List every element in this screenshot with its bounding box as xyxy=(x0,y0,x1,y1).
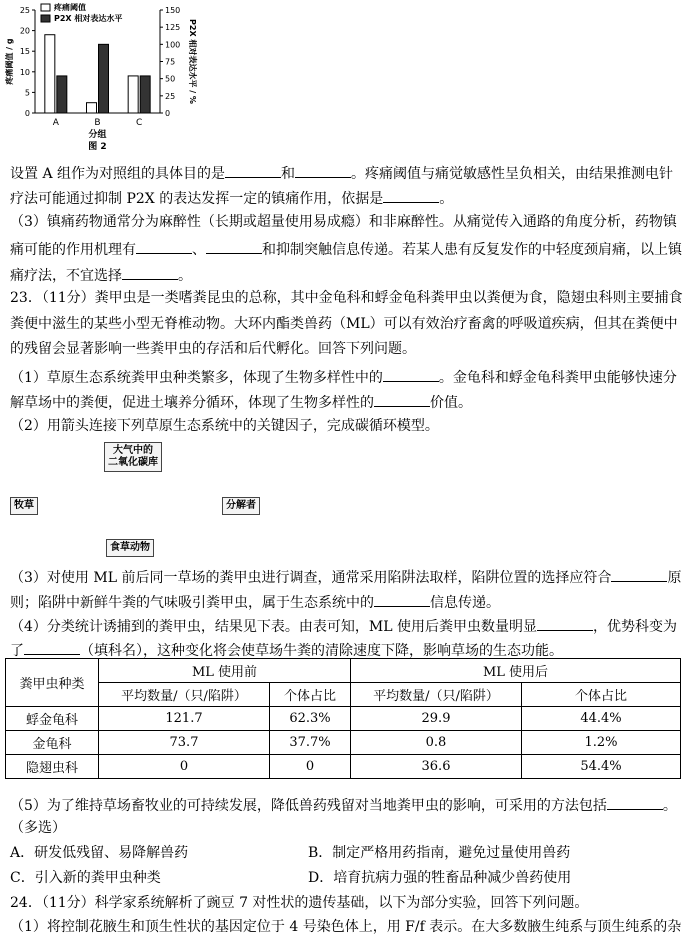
cell-after-pct: 1.2% xyxy=(522,731,681,755)
beetle-table xyxy=(5,658,681,779)
answer-blank[interactable] xyxy=(537,616,593,631)
question-line xyxy=(10,795,677,814)
cell-before-avg: 73.7 xyxy=(99,731,270,755)
bar-pain-threshold xyxy=(45,35,55,113)
line-text: 痛疗法，不宜选择 xyxy=(10,268,122,284)
option-a[interactable]: A．研发低残留、易降解兽药 xyxy=(10,845,189,861)
line-text: 价值。 xyxy=(430,395,472,411)
cell-before-pct: 62.3% xyxy=(270,707,351,731)
answer-blank[interactable] xyxy=(24,640,80,655)
line-text: 。疼痛阈值与痛觉敏感性呈负相关，由结果推测电针 xyxy=(351,166,674,182)
bar-pain-threshold xyxy=(87,103,97,113)
answer-blank[interactable] xyxy=(136,239,192,254)
answer-blank[interactable] xyxy=(225,163,281,178)
y-tick-label-right: 100 xyxy=(165,40,181,50)
line-text: （填科名），这种变化将会使草场牛粪的清除速度下降，影响草场的生态功能。 xyxy=(80,643,563,659)
answer-blank[interactable] xyxy=(383,188,439,203)
question-line xyxy=(10,616,677,635)
question-line xyxy=(10,640,563,659)
y-tick-label-right: 50 xyxy=(165,74,176,84)
line-text: 设置 A 组作为对照组的具体目的是 xyxy=(10,166,226,182)
header-after: ML 使用后 xyxy=(351,659,681,683)
box-grass[interactable]: 牧草 xyxy=(10,497,38,515)
line-text: 和抑制突触信息传递。若某人患有反复发作的中轻度颈肩痛，以上镇 xyxy=(262,242,682,258)
x-tick-label: C xyxy=(136,118,143,128)
line-text: 解草场中的粪便，促进土壤养分循环，体现了生物多样性的 xyxy=(10,395,374,411)
cell-after-pct: 54.4% xyxy=(522,755,681,779)
table-row xyxy=(6,755,681,779)
y-tick-label-right: 25 xyxy=(165,91,176,101)
y-tick-label-right: 150 xyxy=(165,6,181,15)
y-tick-label-left: 15 xyxy=(19,47,30,57)
answer-blank[interactable] xyxy=(374,392,430,407)
question-line xyxy=(10,567,681,586)
bar-chart-figure-2 xyxy=(0,0,200,152)
option-d[interactable]: D．培育抗病力强的牲畜品种减少兽药使用 xyxy=(308,870,572,886)
header-avg-before: 平均数量/（只/陷阱） xyxy=(99,683,270,707)
bar-pain-threshold xyxy=(128,76,138,113)
line-text: 痛可能的作用机理有 xyxy=(10,242,136,258)
line-text: （4）分类统计诱捕到的粪甲虫，结果见下表。由表可知，ML 使用后粪甲虫数量明显 xyxy=(10,619,537,635)
question-line: 23．（11分）粪甲虫是一类嗜粪昆虫的总称，其中金龟科和蜉金龟科粪甲虫以粪便为食，隐翅虫科则主要捕食 xyxy=(10,290,683,306)
y-tick-label-right: 75 xyxy=(165,57,176,67)
option-c[interactable]: C．引入新的粪甲虫种类 xyxy=(10,870,161,886)
question-line xyxy=(10,188,453,207)
y-tick-label-left: 25 xyxy=(19,6,30,15)
question-line: 的残留会显著影响一些粪甲虫的存活和后代孵化。回答下列问题。 xyxy=(10,341,416,357)
cell-species: 金龟科 xyxy=(6,731,99,755)
answer-blank[interactable] xyxy=(611,567,667,582)
y-tick-label-left: 5 xyxy=(24,88,30,98)
line-text: 则；陷阱中新鲜牛粪的气味吸引粪甲虫，属于生态系统中的 xyxy=(10,595,374,611)
line-text: （5）为了维持草场畜牧业的可持续发展，降低兽药残留对当地粪甲虫的影响，可采用的方法包括 xyxy=(10,798,607,814)
line-text: 。 xyxy=(178,268,192,284)
y-tick-label-left: 10 xyxy=(19,67,30,77)
x-tick-label: B xyxy=(94,118,101,128)
header-species: 粪甲虫种类 xyxy=(6,659,99,707)
line-text: 。 xyxy=(662,798,677,814)
legend-swatch-p2x xyxy=(41,15,50,22)
line-text: 疗法可能通过抑制 P2X 的表达发挥一定的镇痛作用，依据是 xyxy=(10,191,384,207)
legend-label-pain-threshold: 疼痛阈值 xyxy=(54,3,86,12)
answer-blank[interactable] xyxy=(607,795,663,810)
line-text: ，优势科变为 xyxy=(593,619,677,635)
question-line xyxy=(10,592,500,611)
y-tick-label-right: 125 xyxy=(165,23,181,33)
answer-blank[interactable] xyxy=(206,239,262,254)
box-decomposer[interactable]: 分解者 xyxy=(222,497,260,515)
cell-after-avg: 0.8 xyxy=(351,731,522,755)
cell-before-pct: 37.7% xyxy=(270,731,351,755)
answer-blank[interactable] xyxy=(295,163,351,178)
figure-caption: 图 2 xyxy=(88,142,107,152)
line-text: （3）对使用 ML 前后同一草场的粪甲虫进行调查，通常采用陷阱法取样，陷阱位置的选择应符合 xyxy=(10,570,612,586)
y-tick-label-left: 0 xyxy=(24,109,30,118)
line-text: 原 xyxy=(667,570,682,586)
box-atmospheric-co2[interactable]: 大气中的 二氧化碳库 xyxy=(104,442,162,472)
cell-species: 蜉金龟科 xyxy=(6,707,99,731)
question-line xyxy=(10,392,472,411)
question-line xyxy=(10,163,673,182)
table-row xyxy=(6,707,681,731)
x-tick-label: A xyxy=(52,118,59,128)
question-line xyxy=(10,239,682,258)
line-text: 和 xyxy=(281,166,296,182)
header-pct-after: 个体占比 xyxy=(522,683,681,707)
bar-p2x-expression xyxy=(57,76,67,113)
cell-before-avg: 0 xyxy=(99,755,270,779)
header-pct-before: 个体占比 xyxy=(270,683,351,707)
legend-label-p2x: P2X 相对表达水平 xyxy=(54,14,123,23)
question-line: 24．（11分）科学家系统解析了豌豆 7 对性状的遗传基础，以下为部分实验，回答下列问题。 xyxy=(10,895,589,911)
table-row xyxy=(6,731,681,755)
box-herbivore[interactable]: 食草动物 xyxy=(106,539,154,557)
answer-blank[interactable] xyxy=(383,367,439,382)
question-line xyxy=(10,367,677,386)
cell-after-avg: 36.6 xyxy=(351,755,522,779)
bar-p2x-expression xyxy=(99,44,109,113)
y-tick-label-left: 20 xyxy=(19,26,30,36)
question-line: 粪便中滋生的某些小型无脊椎动物。大环内酯类兽药（ML）可以有效治疗畜禽的呼吸道疾病，但其在粪便中 xyxy=(10,316,678,332)
cell-after-avg: 29.9 xyxy=(351,707,522,731)
question-line: （3）镇痛药物通常分为麻醉性（长期或超量使用易成瘾）和非麻醉性。从痛觉传入通路的角度分析，药物镇 xyxy=(10,214,677,230)
bar-p2x-expression xyxy=(140,76,150,113)
line-text: 、 xyxy=(192,242,206,258)
y-tick-label-right: 0 xyxy=(165,109,171,118)
question-line: （1）将控制花腋生和顶生性状的基因定位于 4 号染色体上，用 F/f 表示。在大多数腋生纯系与顶生纯系的杂 xyxy=(10,919,682,935)
cell-after-pct: 44.4% xyxy=(522,707,681,731)
answer-blank[interactable] xyxy=(122,265,178,280)
answer-blank[interactable] xyxy=(374,592,430,607)
line-text: 。 xyxy=(439,191,454,207)
question-line xyxy=(10,265,192,284)
legend-swatch-pain-threshold xyxy=(41,4,50,11)
cell-before-avg: 121.7 xyxy=(99,707,270,731)
question-line: （2）用箭头连接下列草原生态系统中的关键因子，完成碳循环模型。 xyxy=(10,418,439,434)
header-avg-after: 平均数量/（只/陷阱） xyxy=(351,683,522,707)
x-axis-title: 分组 xyxy=(88,130,107,140)
y-axis-title-left: 疼痛阈值 / g xyxy=(5,38,14,85)
question-line: （多选） xyxy=(10,820,66,836)
line-text: 。金龟科和蜉金龟科粪甲虫能够快速分 xyxy=(438,370,677,386)
y-axis-title-right: P2X 相对表达水平 / % xyxy=(188,19,197,104)
line-text: 信息传递。 xyxy=(430,595,500,611)
line-text: （1）草原生态系统粪甲虫种类繁多，体现了生物多样性中的 xyxy=(10,370,383,386)
line-text: 了 xyxy=(10,643,24,659)
option-b[interactable]: B．制定严格用药指南，避免过量使用兽药 xyxy=(308,845,571,861)
cell-species: 隐翅虫科 xyxy=(6,755,99,779)
cell-before-pct: 0 xyxy=(270,755,351,779)
header-before: ML 使用前 xyxy=(99,659,351,683)
